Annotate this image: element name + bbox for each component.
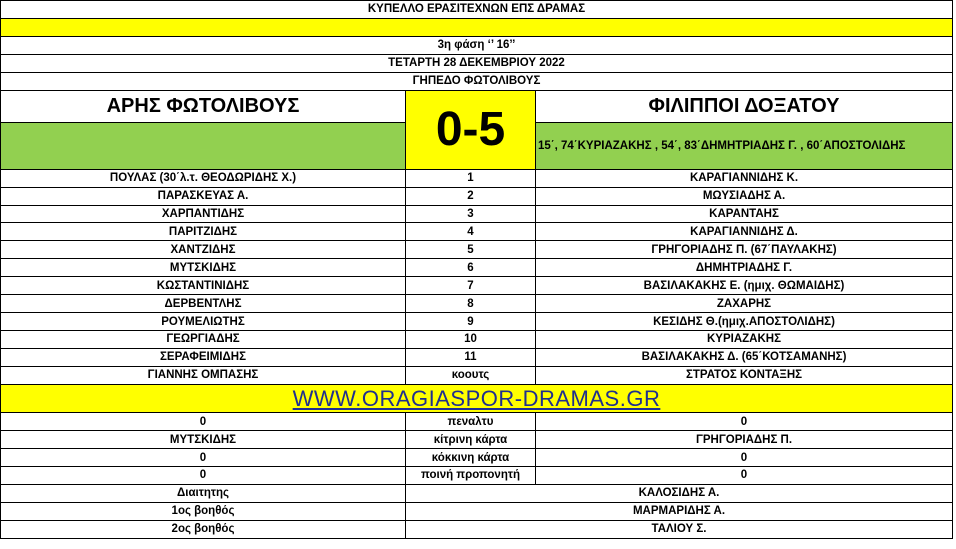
- away-stat: 0: [536, 413, 953, 431]
- away-player: ΓΡΗΓΟΡΙΑΔΗΣ Π. (67΄ΠΑΥΛΑΚΗΣ): [536, 241, 953, 259]
- official-name: ΚΑΛΟΣΙΔΗΣ Α.: [406, 484, 953, 502]
- shirt-number: 6: [406, 259, 536, 277]
- yellow-spacer: [1, 18, 953, 36]
- home-player: ΔΕΡΒΕΝΤΛΗΣ: [1, 295, 406, 313]
- competition-title: ΚΥΠΕΛΛΟ ΕΡΑΣΙΤΕΧΝΩΝ ΕΠΣ ΔΡΑΜΑΣ: [1, 1, 953, 19]
- shirt-number: 1: [406, 169, 536, 187]
- away-player: ΚΑΡΑΓΙΑΝΝΙΔΗΣ Δ.: [536, 223, 953, 241]
- final-score: 0-5: [406, 90, 536, 169]
- shirt-number: 8: [406, 295, 536, 313]
- away-player: ΖΑΧΑΡΗΣ: [536, 295, 953, 313]
- away-team-name: ΦΙΛΙΠΠΟΙ ΔΟΞΑΤΟΥ: [536, 90, 953, 123]
- home-player: ΠΑΡΑΣΚΕΥΑΣ Α.: [1, 187, 406, 205]
- stadium-label: ΓΗΠΕΔΟ ΦΩΤΟΛΙΒΟΥΣ: [1, 72, 953, 90]
- away-stat: 0: [536, 467, 953, 485]
- home-player: ΧΑΝΤΖΙΔΗΣ: [1, 241, 406, 259]
- away-player: ΜΩΥΣΙΑΔΗΣ Α.: [536, 187, 953, 205]
- home-player: ΡΟΥΜΕΛΙΩΤΗΣ: [1, 313, 406, 331]
- away-player: ΒΑΣΙΛΑΚΑΚΗΣ Δ. (65΄ΚΟΤΣΑΜΑΝΗΣ): [536, 348, 953, 366]
- home-coach: ΓΙΑΝΝΗΣ ΟΜΠΑΣΗΣ: [1, 366, 406, 384]
- away-player: ΚΑΡΑΝΤΑΗΣ: [536, 205, 953, 223]
- home-player: ΠΟΥΛΑΣ (30΄λ.τ. ΘΕΟΔΩΡΙΔΗΣ Χ.): [1, 169, 406, 187]
- official-name: ΜΑΡΜΑΡΙΔΗΣ Α.: [406, 502, 953, 520]
- home-stat: 0: [1, 449, 406, 467]
- official-role: 1ος βοηθός: [1, 502, 406, 520]
- coach-label: κοουτς: [406, 366, 536, 384]
- away-player: ΚΥΡΙΑΖΑΚΗΣ: [536, 331, 953, 349]
- shirt-number: 5: [406, 241, 536, 259]
- shirt-number: 10: [406, 331, 536, 349]
- away-player: ΒΑΣΙΛΑΚΑΚΗΣ Ε. (ημιχ. ΘΩΜΑΙΔΗΣ): [536, 277, 953, 295]
- home-stat: ΜΥΤΣΚΙΔΗΣ: [1, 431, 406, 449]
- away-stat: ΓΡΗΓΟΡΙΑΔΗΣ Π.: [536, 431, 953, 449]
- home-player: ΠΑΡΙΤΖΙΔΗΣ: [1, 223, 406, 241]
- away-player: ΚΕΣΙΔΗΣ Θ.(ημιχ.ΑΠΟΣΤΟΛΙΔΗΣ): [536, 313, 953, 331]
- shirt-number: 4: [406, 223, 536, 241]
- home-player: ΣΕΡΑΦΕΙΜΙΔΗΣ: [1, 348, 406, 366]
- stat-label: κίτρινη κάρτα: [406, 431, 536, 449]
- home-team-name: ΑΡΗΣ ΦΩΤΟΛΙΒΟΥΣ: [1, 90, 406, 123]
- home-player: ΧΑΡΠΑΝΤΙΔΗΣ: [1, 205, 406, 223]
- shirt-number: 9: [406, 313, 536, 331]
- website-link[interactable]: WWW.ORAGIASPOR-DRAMAS.GR: [1, 384, 953, 412]
- stat-label: πεναλτυ: [406, 413, 536, 431]
- shirt-number: 3: [406, 205, 536, 223]
- home-player: ΜΥΤΣΚΙΔΗΣ: [1, 259, 406, 277]
- away-coach: ΣΤΡΑΤΟΣ ΚΟΝΤΑΞΗΣ: [536, 366, 953, 384]
- match-date: ΤΕΤΑΡΤΗ 28 ΔΕΚΕΜΒΡΙΟΥ 2022: [1, 54, 953, 72]
- away-player: ΚΑΡΑΓΙΑΝΝΙΔΗΣ Κ.: [536, 169, 953, 187]
- home-stat: 0: [1, 467, 406, 485]
- away-scorers: 15΄, 74΄ΚΥΡΙΑΖΑΚΗΣ , 54΄, 83΄ΔΗΜΗΤΡΙΑΔΗΣ Γ. , 60΄ΑΠΟΣΤΟΛΙΔΗΣ: [536, 123, 953, 169]
- home-scorers: [1, 123, 406, 169]
- home-stat: 0: [1, 413, 406, 431]
- home-player: ΓΕΩΡΓΙΑΔΗΣ: [1, 331, 406, 349]
- official-role: Διαιτητης: [1, 484, 406, 502]
- away-player: ΔΗΜΗΤΡΙΑΔΗΣ Γ.: [536, 259, 953, 277]
- home-player: ΚΩΣΤΑΝΤΙΝΙΔΗΣ: [1, 277, 406, 295]
- official-name: ΤΑΛΙΟΥ Σ.: [406, 520, 953, 538]
- official-role: 2ος βοηθός: [1, 520, 406, 538]
- away-stat: 0: [536, 449, 953, 467]
- stat-label: ποινή προπονητή: [406, 467, 536, 485]
- shirt-number: 2: [406, 187, 536, 205]
- phase-label: 3η φάση ‘’ 16’’: [1, 36, 953, 54]
- shirt-number: 11: [406, 348, 536, 366]
- shirt-number: 7: [406, 277, 536, 295]
- stat-label: κόκκινη κάρτα: [406, 449, 536, 467]
